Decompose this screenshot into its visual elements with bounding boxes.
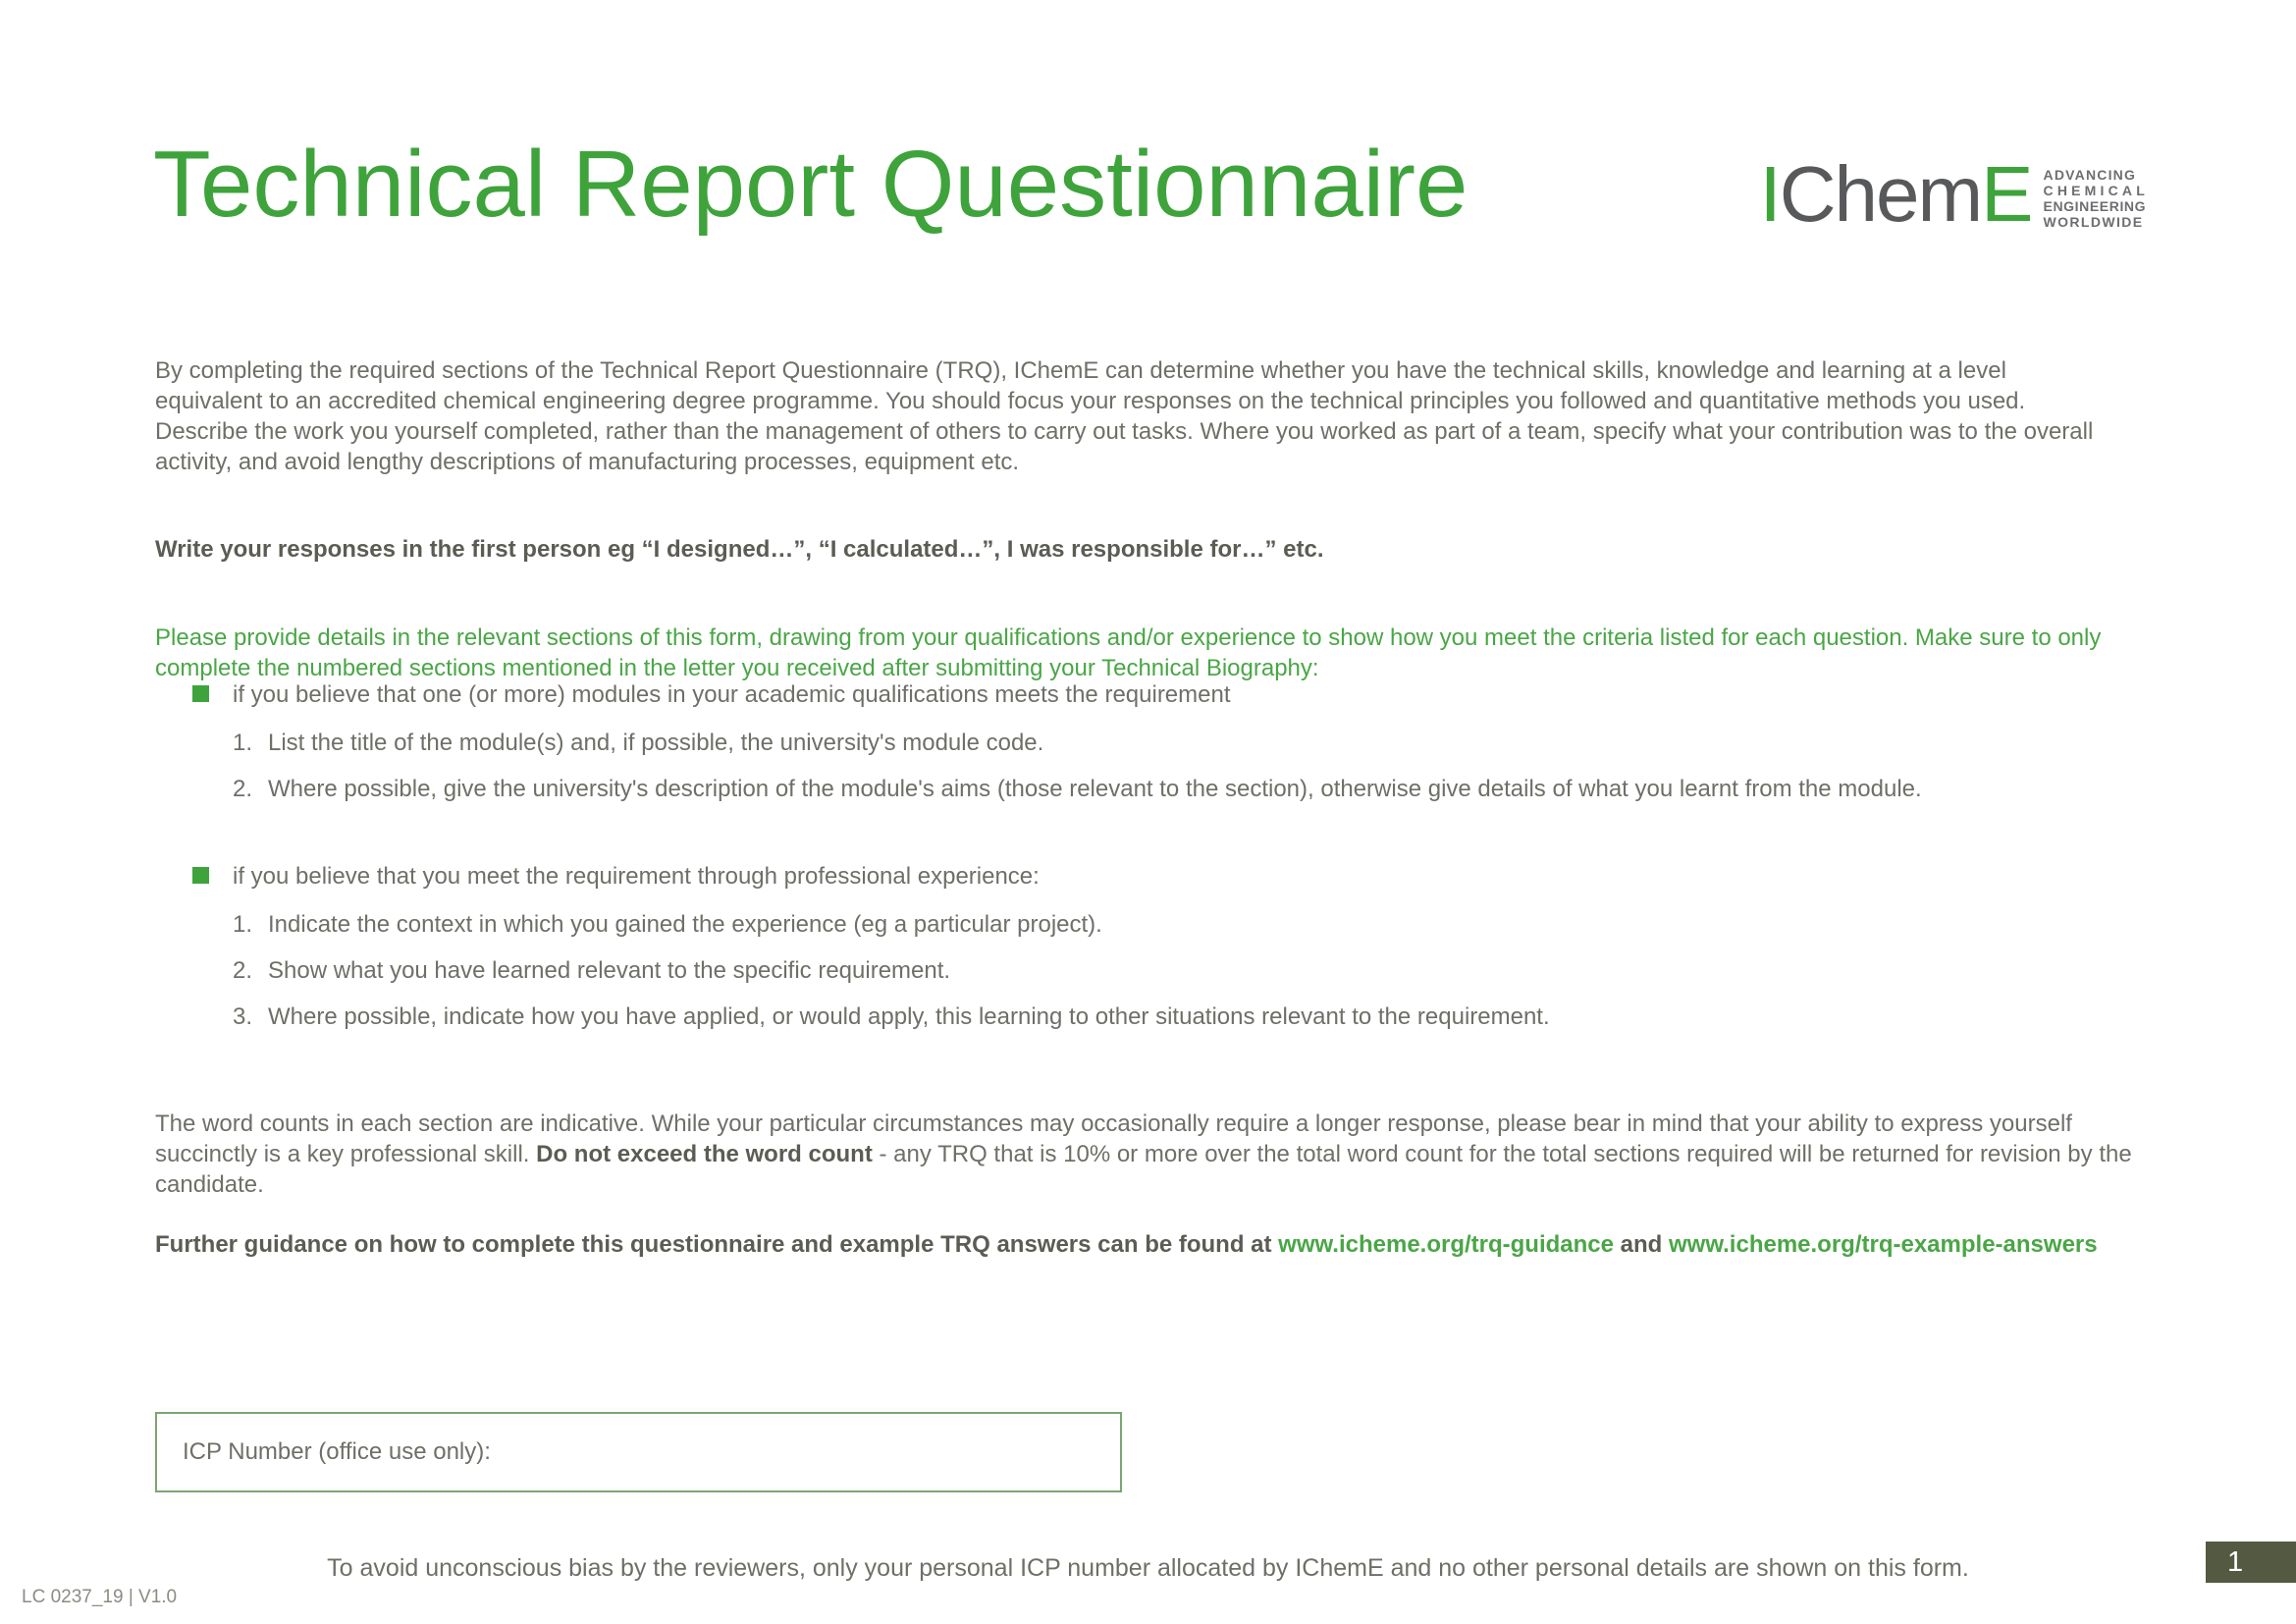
page-title: Technical Report Questionnaire <box>153 132 1468 237</box>
intro-paragraph: By completing the required sections of the Technical Report Questionnaire (TRQ), IChemE can determine whether you have the technical skills, knowledge and learning at a level equivalent to an accredited chemical engineering degree programme. You should focus your responses on the technical principles you followed and quantitative methods you used. Describe the work you yourself completed, rather than the management of others to carry out tasks. Where you worked as part of a team, specify what your contribution was to the overall activity, and avoid lengthy descriptions of manufacturing processes, equipment etc. <box>155 357 2094 475</box>
logo-letter-e: E <box>1981 150 2032 238</box>
bullet-lead-experience <box>155 861 2113 892</box>
list-item-text: Where possible, indicate how you have applied, or would apply, this learning to other situations relevant to the requirement. <box>268 1003 1550 1030</box>
list-item <box>155 774 2113 804</box>
word-count-text: - any TRQ that is 10% or more over the total word count for the total sections required will be returned for revision by the candidate. <box>155 1141 2132 1198</box>
icp-number-field[interactable] <box>155 1412 1122 1492</box>
tagline-line: ADVANCING <box>2043 167 2137 183</box>
icheme-logo <box>1759 150 2149 238</box>
page-number-badge: 1 <box>2206 1542 2296 1583</box>
list-item-text: List the title of the module(s) and, if possible, the university's module code. <box>268 730 1044 756</box>
guidance-text: Further guidance on how to complete this questionnaire and example TRQ answers can be found at <box>155 1231 1279 1258</box>
bullet-group-academic <box>155 679 2113 804</box>
icp-number-label: ICP Number (office use only): <box>183 1438 491 1465</box>
guidance-text: and <box>1614 1231 1670 1258</box>
bullet-lead-text: if you believe that one (or more) modules in your academic qualifications meets the requirement <box>233 681 1231 708</box>
list-item-number: 1. <box>233 730 253 756</box>
list-item-text: Show what you have learned relevant to the specific requirement. <box>268 957 951 984</box>
trq-guidance-link[interactable]: www.icheme.org/trq-guidance <box>1278 1231 1614 1258</box>
green-instruction-paragraph: Please provide details in the relevant sections of this form, drawing from your qualifications and/or experience to show how you meet the criteria listed for each question. Make sure to only complete the numbered sections mentioned in the letter you received after submitting your Technical Biography: <box>155 624 2102 681</box>
logo-tagline <box>2044 167 2149 230</box>
square-bullet-icon <box>192 867 209 884</box>
logo-letter-i: I <box>1759 150 1780 238</box>
list-item-number: 2. <box>233 957 253 984</box>
first-person-instruction: Write your responses in the first person eg “I designed…”, “I calculated…”, I was responsible for…” etc. <box>155 536 1324 563</box>
bullet-lead-text: if you believe that you meet the requirement through professional experience: <box>233 863 1040 890</box>
document-code: LC 0237_19 | V1.0 <box>22 1587 178 1607</box>
logo-letters-chem: Chem <box>1779 150 1982 238</box>
tagline-line: WORLDWIDE <box>2043 214 2144 230</box>
trq-example-answers-link[interactable]: www.icheme.org/trq-example-answers <box>1669 1231 2098 1258</box>
list-item <box>155 909 2113 940</box>
list-item-number: 1. <box>233 911 253 938</box>
list-item-text: Where possible, give the university's description of the module's aims (those relevant to the section), otherwise give details of what you learnt from the module. <box>268 776 1922 802</box>
list-item <box>155 728 2113 758</box>
bullet-lead-academic <box>155 679 2113 710</box>
word-count-paragraph <box>155 1109 2133 1200</box>
tagline-line: CHEMICAL <box>2043 183 2149 198</box>
icheme-logo-wordmark <box>1759 150 2032 238</box>
further-guidance-line <box>155 1229 2133 1260</box>
tagline-line: ENGINEERING <box>2043 198 2147 214</box>
word-count-bold-warning: Do not exceed the word count <box>536 1141 873 1167</box>
list-item-number: 3. <box>233 1003 253 1030</box>
list-item <box>155 955 2113 986</box>
square-bullet-icon <box>192 685 209 702</box>
bullet-group-experience <box>155 861 2113 1032</box>
list-item <box>155 1001 2113 1032</box>
list-item-number: 2. <box>233 776 253 802</box>
bias-avoidance-note: To avoid unconscious bias by the reviewers, only your personal ICP number allocated by IChemE and no other personal details are shown on this form. <box>327 1554 1969 1582</box>
list-item-text: Indicate the context in which you gained the experience (eg a particular project). <box>268 911 1102 938</box>
word-count-text: The word counts in each section are indicative. While your particular circumstances may occasionally require a longer response, please bear in mind that your ability to express yourself succinctly is a key professional skill. <box>155 1110 2072 1167</box>
